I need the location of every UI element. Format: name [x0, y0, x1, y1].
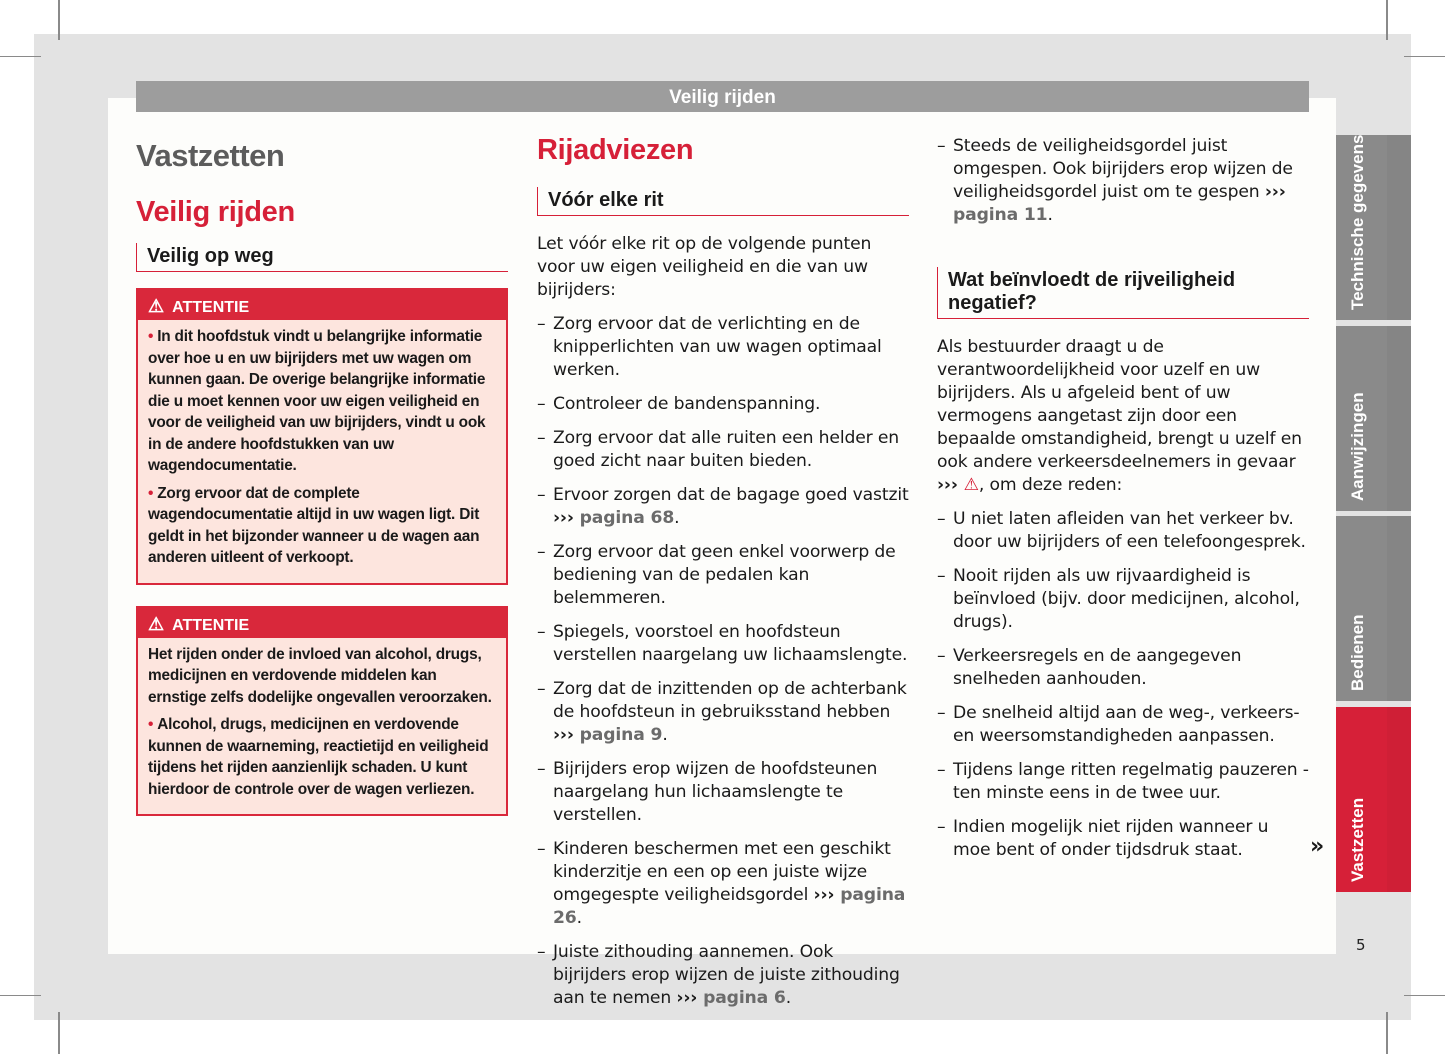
bullet-icon: • [148, 484, 154, 502]
list-item: – Steeds de veiligheidsgordel juist omgespen. Ook bijrijders erop wijzen de veiligheidsgordel juist om te gespen ››› pagina 11. [937, 135, 1309, 227]
list-item-text: Zorg ervoor dat de verlichting en de knipperlichten van uw wagen optimaal werken. [553, 314, 882, 380]
warning-paragraph [148, 326, 496, 477]
reference-label: pagina 6 [703, 988, 786, 1008]
tab-edge [1387, 707, 1411, 892]
crop-mark [1404, 995, 1445, 996]
list-item-text: Ervoor zorgen dat de bagage goed vastzit [553, 485, 909, 505]
warning-triangle-icon: ⚠ [963, 475, 979, 495]
warning-body [138, 320, 506, 583]
intro-suffix: , om deze reden: [978, 475, 1123, 495]
crop-mark [1386, 0, 1388, 40]
warning-text: Het rijden onder de invloed van alcohol, drugs, medicijnen en verdovende middelen kan ernstige zelfs dodelijke ongevallen veroorzaken. [148, 645, 492, 706]
crop-mark [1404, 56, 1445, 57]
warning-paragraph [148, 483, 496, 569]
warning-text: Zorg ervoor dat de complete wagendocumentatie altijd in uw wagen ligt. Dit geldt in het bijzonder wanneer u de wagen aan anderen uitleent of verkoopt. [148, 484, 480, 566]
list-item-text: Zorg ervoor dat geen enkel voorwerp de bediening van de pedalen kan belemmeren. [553, 542, 896, 608]
crop-mark [0, 56, 41, 57]
subsection-title-voor-elke-rit: Vóór elke rit [537, 187, 909, 216]
page-reference-link[interactable] [676, 988, 785, 1008]
chapter-tab-bedienen[interactable] [1336, 516, 1411, 701]
column-1 [136, 112, 508, 816]
warning-paragraph [148, 714, 496, 800]
chapter-title: Vastzetten [136, 138, 285, 173]
bullet-icon: • [148, 716, 154, 733]
intro-text: Als bestuurder draagt u de verantwoordelijkheid voor uzelf en uw bijrijders. Als u afgeleid bent of uw vermogens aangetast zijn door een bepaalde omstandigheid, brengt u uzelf en ook andere verkeersdeelnemers in gevaar [937, 337, 1302, 472]
list-item: – De snelheid altijd aan de weg-, verkeers- en weersomstandigheden aanpassen. [937, 702, 1309, 748]
list-item [537, 393, 909, 416]
subsection-title-negatief: Wat beïnvloedt de rijveiligheid negatief? [937, 267, 1309, 319]
continue-arrow-icon: » [1310, 834, 1325, 859]
warning-label: ATTENTIE [172, 616, 250, 634]
warning-box [136, 606, 508, 817]
list-item-text: Zorg ervoor dat alle ruiten een helder en goed zicht naar buiten bieden. [553, 428, 900, 471]
list-item: – Verkeersregels en de aangegeven snelheden aanhouden. [937, 645, 1309, 691]
reference-label: pagina 68 [579, 508, 675, 528]
intro-paragraph: Let vóór elke rit op de volgende punten voor uw eigen veiligheid en die van uw bijrijders: [537, 234, 872, 300]
crop-mark [0, 995, 41, 996]
list-item-text: Kinderen beschermen met een geschikt kinderzitje en een op een juiste wijze omgegespte veiligheidsgordel [553, 839, 891, 905]
list-item [537, 758, 909, 827]
chapter-tab-vastzetten[interactable] [1336, 707, 1411, 892]
section-title: Veilig rijden [136, 196, 295, 228]
warning-header [138, 608, 506, 638]
reference-label: pagina 9 [579, 725, 663, 745]
reference-label: pagina 26 [553, 885, 906, 928]
column-3 [937, 112, 1309, 873]
warning-label: ATTENTIE [172, 299, 250, 316]
page-reference-link[interactable] [553, 508, 674, 528]
list-item: – Nooit rijden als uw rijvaardigheid is beïnvloed (bijv. door medicijnen, alcohol, drugs). [937, 565, 1309, 634]
list-item-text: Juiste zithouding aannemen. Ook bijrijders erop wijzen de juiste zithouding aan te nemen [553, 942, 900, 1008]
warning-text: Alcohol, drugs, medicijnen en verdovende kunnen de waarneming, reactietijd en veiligheid tijdens het rijden aanzienlijk schaden. U kunt hierdoor de controle over de wagen verliezen. [148, 716, 489, 798]
list-item-text: Controleer de bandenspanning. [553, 394, 821, 414]
list-item [537, 541, 909, 610]
warning-triangle-icon: ⚠ [148, 613, 165, 634]
list-item [537, 427, 909, 473]
section-title-rijadviezen: Rijadviezen [537, 134, 694, 166]
list-item-text: Steeds de veiligheidsgordel juist omgespen. Ook bijrijders erop wijzen de veiligheidsgordel juist om te gespen [953, 136, 1293, 202]
list-item: – Kinderen beschermen met een geschikt kinderzitje en een op een juiste wijze omgegespte veiligheidsgordel ››› pagina 26. [537, 838, 909, 930]
warning-reference-link[interactable] [937, 475, 979, 495]
subsection-title: Veilig op weg [136, 243, 508, 272]
reference-arrow-icon: ››› [553, 725, 574, 745]
chapter-tab-label: Vastzetten [1348, 797, 1367, 882]
chapter-tab-label: Bedienen [1348, 614, 1367, 691]
chapter-tab-aanwijzingen[interactable] [1336, 326, 1411, 511]
list-item-text: Zorg dat de inzittenden op de achterbank de hoofdsteun in gebruiksstand hebben [553, 679, 907, 722]
list-item: – Indien mogelijk niet rijden wanneer u moe bent of onder tijdsdruk staat. [937, 816, 1309, 862]
reference-label: pagina 11 [953, 205, 1048, 225]
column-2 [537, 112, 909, 1021]
bullet-icon: • [148, 328, 154, 345]
chapter-tab-technische-gegevens[interactable] [1336, 135, 1411, 320]
checklist [537, 313, 909, 1010]
crop-mark [58, 1012, 60, 1054]
tab-edge [1387, 135, 1411, 320]
list-item: – U niet laten afleiden van het verkeer bv. door uw bijrijders of een telefoongesprek. [937, 508, 1309, 554]
chapter-tab-label: Aanwijzingen [1348, 392, 1367, 501]
list-item-text: Spiegels, voorstoel en hoofdsteun verstellen naargelang uw lichaamslengte. [553, 622, 908, 665]
intro-paragraph [937, 336, 1309, 497]
page-reference-link[interactable] [553, 725, 662, 745]
list-item [537, 313, 909, 382]
list-item: – Tijdens lange ritten regelmatig pauzeren - ten minste eens in de twee uur. [937, 759, 1309, 805]
warning-header [138, 290, 506, 320]
risk-list [937, 508, 1309, 862]
reference-arrow-icon: ››› [553, 508, 574, 528]
chapter-tab-label: Technische gegevens [1348, 134, 1367, 310]
checklist-continued [937, 135, 1309, 227]
warning-triangle-icon: ⚠ [148, 296, 165, 316]
warning-text: In dit hoofdstuk vindt u belangrijke informatie over hoe u en uw bijrijders met uw wagen om kunnen gaan. De overige belangrijke informatie die u moet kennen voor uw eigen veiligheid en voor de veiligheid van uw bijrijders, vindt u ook in de andere hoofdstukken van uw wagendocumentatie. [148, 328, 486, 474]
tab-edge [1387, 516, 1411, 701]
warning-box [136, 288, 508, 585]
warning-body [138, 638, 506, 815]
reference-arrow-icon: ››› [813, 885, 835, 905]
list-item [537, 621, 909, 667]
list-item: – Zorg dat de inzittenden op de achterbank de hoofdsteun in gebruiksstand hebben ››› pagina 9. [537, 678, 909, 747]
list-item: – Ervoor zorgen dat de bagage goed vastzit ››› pagina 68. [537, 484, 909, 530]
reference-arrow-icon: ››› [937, 475, 958, 495]
tab-edge [1387, 326, 1411, 511]
list-item: – Juiste zithouding aannemen. Ook bijrijders erop wijzen de juiste zithouding aan te nemen ››› pagina 6. [537, 941, 909, 1010]
list-item-text: Bijrijders erop wijzen de hoofdsteunen naargelang hun lichaamslengte te verstellen. [553, 759, 878, 825]
warning-paragraph [148, 644, 496, 709]
crop-mark [1386, 1012, 1388, 1054]
page-number: 5 [1356, 936, 1366, 954]
running-header: Veilig rijden [136, 81, 1309, 112]
reference-arrow-icon: ››› [1264, 182, 1286, 202]
reference-arrow-icon: ››› [676, 988, 698, 1008]
crop-mark [58, 0, 60, 40]
